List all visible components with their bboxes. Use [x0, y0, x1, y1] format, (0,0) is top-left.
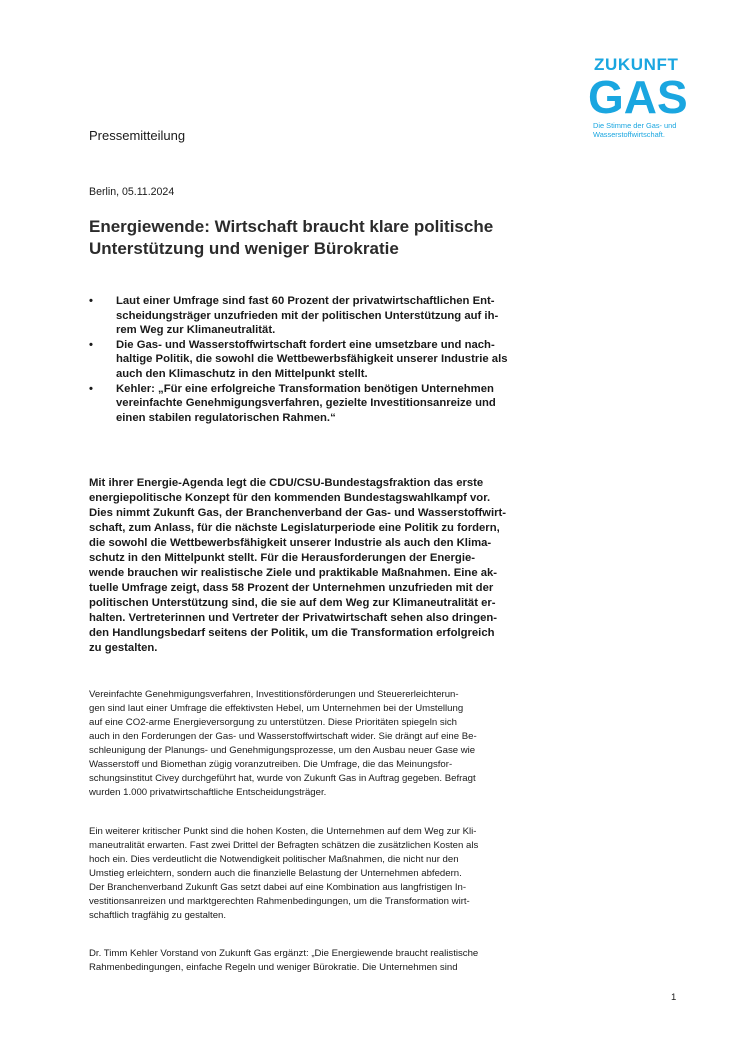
body-paragraph	[89, 688, 589, 800]
bullet-marker: •	[89, 382, 93, 395]
logo-tagline-line: Wasserstoffwirtschaft.	[593, 130, 665, 139]
body-line: Der Branchenverband Zukunft Gas setzt dabei auf eine Kombination aus langfristigen In-	[89, 882, 467, 893]
body-line: schaftlich tragfähig zu gestalten.	[89, 910, 227, 921]
logo-tagline-line: Die Stimme der Gas- und	[593, 121, 677, 130]
press-date: Berlin, 05.11.2024	[89, 186, 175, 198]
title-line: Unterstützung und weniger Bürokratie	[89, 239, 399, 258]
bullet-line: vereinfachte Genehmigungsverfahren, gezielte Investitionsanreize und	[116, 397, 496, 410]
body-line: Dr. Timm Kehler Vorstand von Zukunft Gas ergänzt: „Die Energiewende braucht realistische	[89, 948, 479, 959]
body-paragraph	[89, 947, 589, 975]
lead-line: schutz in den Mittelpunkt stellt. Für die Herausforderungen der Energie-	[89, 552, 476, 564]
bullet-item	[89, 338, 589, 382]
summary-bullets	[89, 294, 589, 425]
page-title	[89, 216, 609, 260]
zukunft-gas-logo	[588, 56, 696, 139]
bullet-line: Laut einer Umfrage sind fast 60 Prozent der privatwirtschaftlichen Ent-	[116, 295, 495, 307]
title-line: Energiewende: Wirtschaft braucht klare politische	[89, 217, 494, 236]
lead-line: den Handlungsbedarf seitens der Politik, um die Transformation erfolgreich	[89, 627, 495, 639]
body-line: auf eine CO2-arme Energieversorgung zu unterstützen. Diese Prioritäten spiegeln sich	[89, 717, 457, 728]
bullet-marker: •	[89, 295, 93, 307]
lead-line: halten. Vertreterinnen und Vertreter der Privatwirtschaft sehen also dringen-	[89, 612, 498, 624]
bullet-line: Kehler: „Für eine erfolgreiche Transformation benötigen Unternehmen	[116, 382, 494, 395]
logo-wordmark-top: ZUKUNFT	[594, 55, 679, 74]
lead-line: politischen Unterstützung sind, die sie auf dem Weg zur Klimaneutralität er-	[89, 597, 496, 609]
body-line: vestitionsanreizen und marktgerechten Rahmenbedingungen, um die Transformation wirt-	[89, 896, 470, 907]
body-paragraph	[89, 825, 589, 923]
body-line: Vereinfachte Genehmigungsverfahren, Investitionsförderungen und Steuererleichterun-	[89, 689, 459, 700]
bullet-line: haltige Politik, die sowohl die Wettbewerbsfähigkeit unserer Industrie als	[116, 353, 508, 366]
body-line: schleunigung der Planungs- und Genehmigungsprozesse, um den Ausbau neuer Gase wie	[89, 745, 476, 756]
bullet-line: scheidungsträger unzufrieden mit der politischen Unterstützung auf ih-	[116, 309, 499, 322]
lead-line: energiepolitische Konzept für den kommenden Bundestagswahlkampf vor.	[89, 492, 491, 504]
bullet-line: Die Gas- und Wasserstoffwirtschaft fordert eine umsetzbare und nach-	[116, 338, 495, 351]
lead-line: wende brauchen wir realistische Ziele und praktikable Maßnahmen. Eine ak-	[89, 567, 498, 579]
body-line: wurden 1.000 privatwirtschaftliche Entscheidungsträger.	[89, 787, 327, 798]
body-line: Ein weiterer kritischer Punkt sind die hohen Kosten, die Unternehmen auf dem Weg zur Kli-	[89, 826, 477, 837]
bullet-line: auch den Klimaschutz in den Mittelpunkt stellt.	[116, 367, 368, 380]
bullet-item	[89, 382, 589, 426]
body-line: Wasserstoff und Biomethan zügig voranzutreiben. Die Umfrage, die das Meinungsfor-	[89, 759, 453, 770]
lead-paragraph	[89, 476, 579, 656]
lead-line: tuelle Umfrage zeigt, dass 58 Prozent der Unternehmen unzufrieden mit der	[89, 582, 494, 594]
body-line: Rahmenbedingungen, einfache Regeln und weniger Bürokratie. Die Unternehmen sind	[89, 962, 458, 973]
bullet-marker: •	[89, 338, 93, 351]
body-line: schungsinstitut Civey durchgeführt hat, wurde von Zukunft Gas in Auftrag gegeben. Befragt	[89, 773, 476, 784]
body-line: maneutralität erwarten. Fast zwei Drittel der Befragten schätzen die zusätzlichen Kosten als	[89, 840, 479, 851]
bullet-item	[89, 294, 589, 338]
lead-line: schaft, zum Anlass, für die nächste Legislaturperiode eine Politik zu fordern,	[89, 522, 500, 534]
logo-wordmark-gas: GAS	[588, 71, 688, 123]
body-line: hoch ein. Dies verdeutlicht die Notwendigkeit politischer Maßnahmen, die nicht nur den	[89, 854, 459, 865]
bullet-line: rem Weg zur Klimaneutralität.	[116, 324, 276, 337]
lead-line: die sowohl die Wettbewerbsfähigkeit unserer Industrie als auch den Klima-	[89, 537, 492, 549]
lead-line: zu gestalten.	[89, 642, 158, 654]
page-number: 1	[671, 992, 677, 1003]
logo-tagline	[588, 121, 696, 139]
bullet-line: einen stabilen regulatorischen Rahmen.“	[116, 411, 336, 424]
lead-line: Mit ihrer Energie-Agenda legt die CDU/CSU-Bundestagsfraktion das erste	[89, 477, 484, 489]
lead-line: Dies nimmt Zukunft Gas, der Branchenverband der Gas- und Wasserstoffwirt-	[89, 507, 507, 519]
document-type: Pressemitteilung	[89, 128, 186, 143]
body-line: auch in den Forderungen der Gas- und Wasserstoffwirtschaft wider. Sie drängt auf eine Be-	[89, 731, 477, 742]
body-line: Umstieg erleichtern, sondern auch die finanzielle Belastung der Unternehmen abfedern.	[89, 868, 462, 879]
body-line: gen sind laut einer Umfrage die effektivsten Hebel, um Unternehmen bei der Umstellung	[89, 703, 464, 714]
